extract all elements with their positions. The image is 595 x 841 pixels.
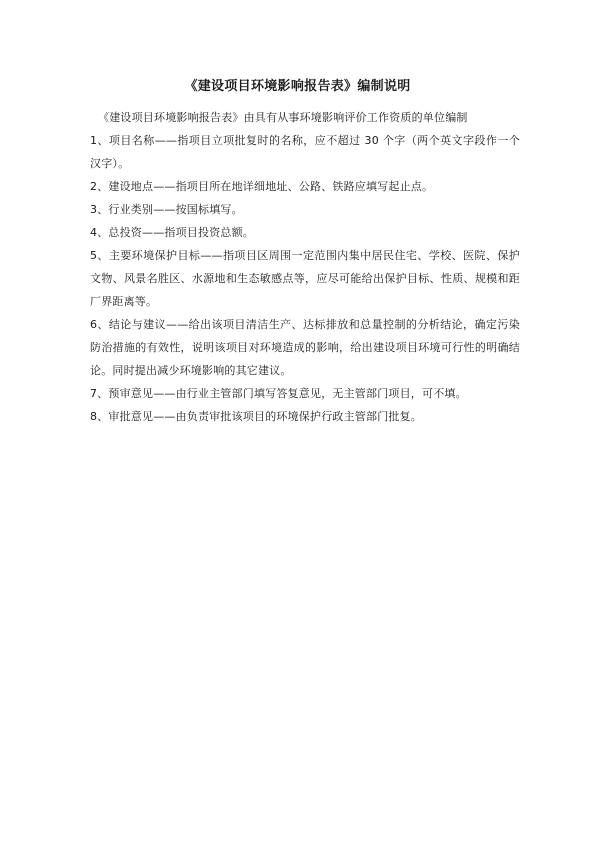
item-conclusions: 6、结论与建议——给出该项目清洁生产、达标排放和总量控制的分析结论，确定污染防治措施的有效性，说明该项目对环境造成的影响，给出建设项目环境可行性的明确结论。同时提出减少环境影响的其它建议。 bbox=[90, 318, 520, 377]
document-title: 《建设项目环境影响报告表》编制说明 bbox=[184, 79, 411, 94]
item-industry-category: 3、行业类别——按国标填写。 bbox=[90, 203, 243, 216]
item-approval: 8、审批意见——由负责审批该项目的环境保护行政主管部门批复。 bbox=[90, 410, 422, 423]
intro-paragraph: 《建设项目环境影响报告表》由具有从事环境影响评价工作资质的单位编制 bbox=[98, 111, 468, 124]
item-project-name: 1、项目名称——指项目立项批复时的名称，应不超过 30 个字（两个英文字段作一个汉字）。 bbox=[90, 134, 520, 170]
item-total-investment: 4、总投资——指项目投资总额。 bbox=[90, 226, 254, 239]
item-pre-review: 7、预审意见——由行业主管部门填写答复意见，无主管部门项目，可不填。 bbox=[90, 387, 467, 400]
document-body bbox=[90, 106, 520, 428]
item-construction-site: 2、建设地点——指项目所在地详细地址、公路、铁路应填写起止点。 bbox=[90, 180, 434, 193]
item-protection-targets: 5、主要环境保护目标——指项目区周围一定范围内集中居民住宅、学校、医院、保护文物、风景名胜区、水源地和生态敏感点等，应尽可能给出保护目标、性质、规模和距厂界距离等。 bbox=[90, 249, 520, 308]
